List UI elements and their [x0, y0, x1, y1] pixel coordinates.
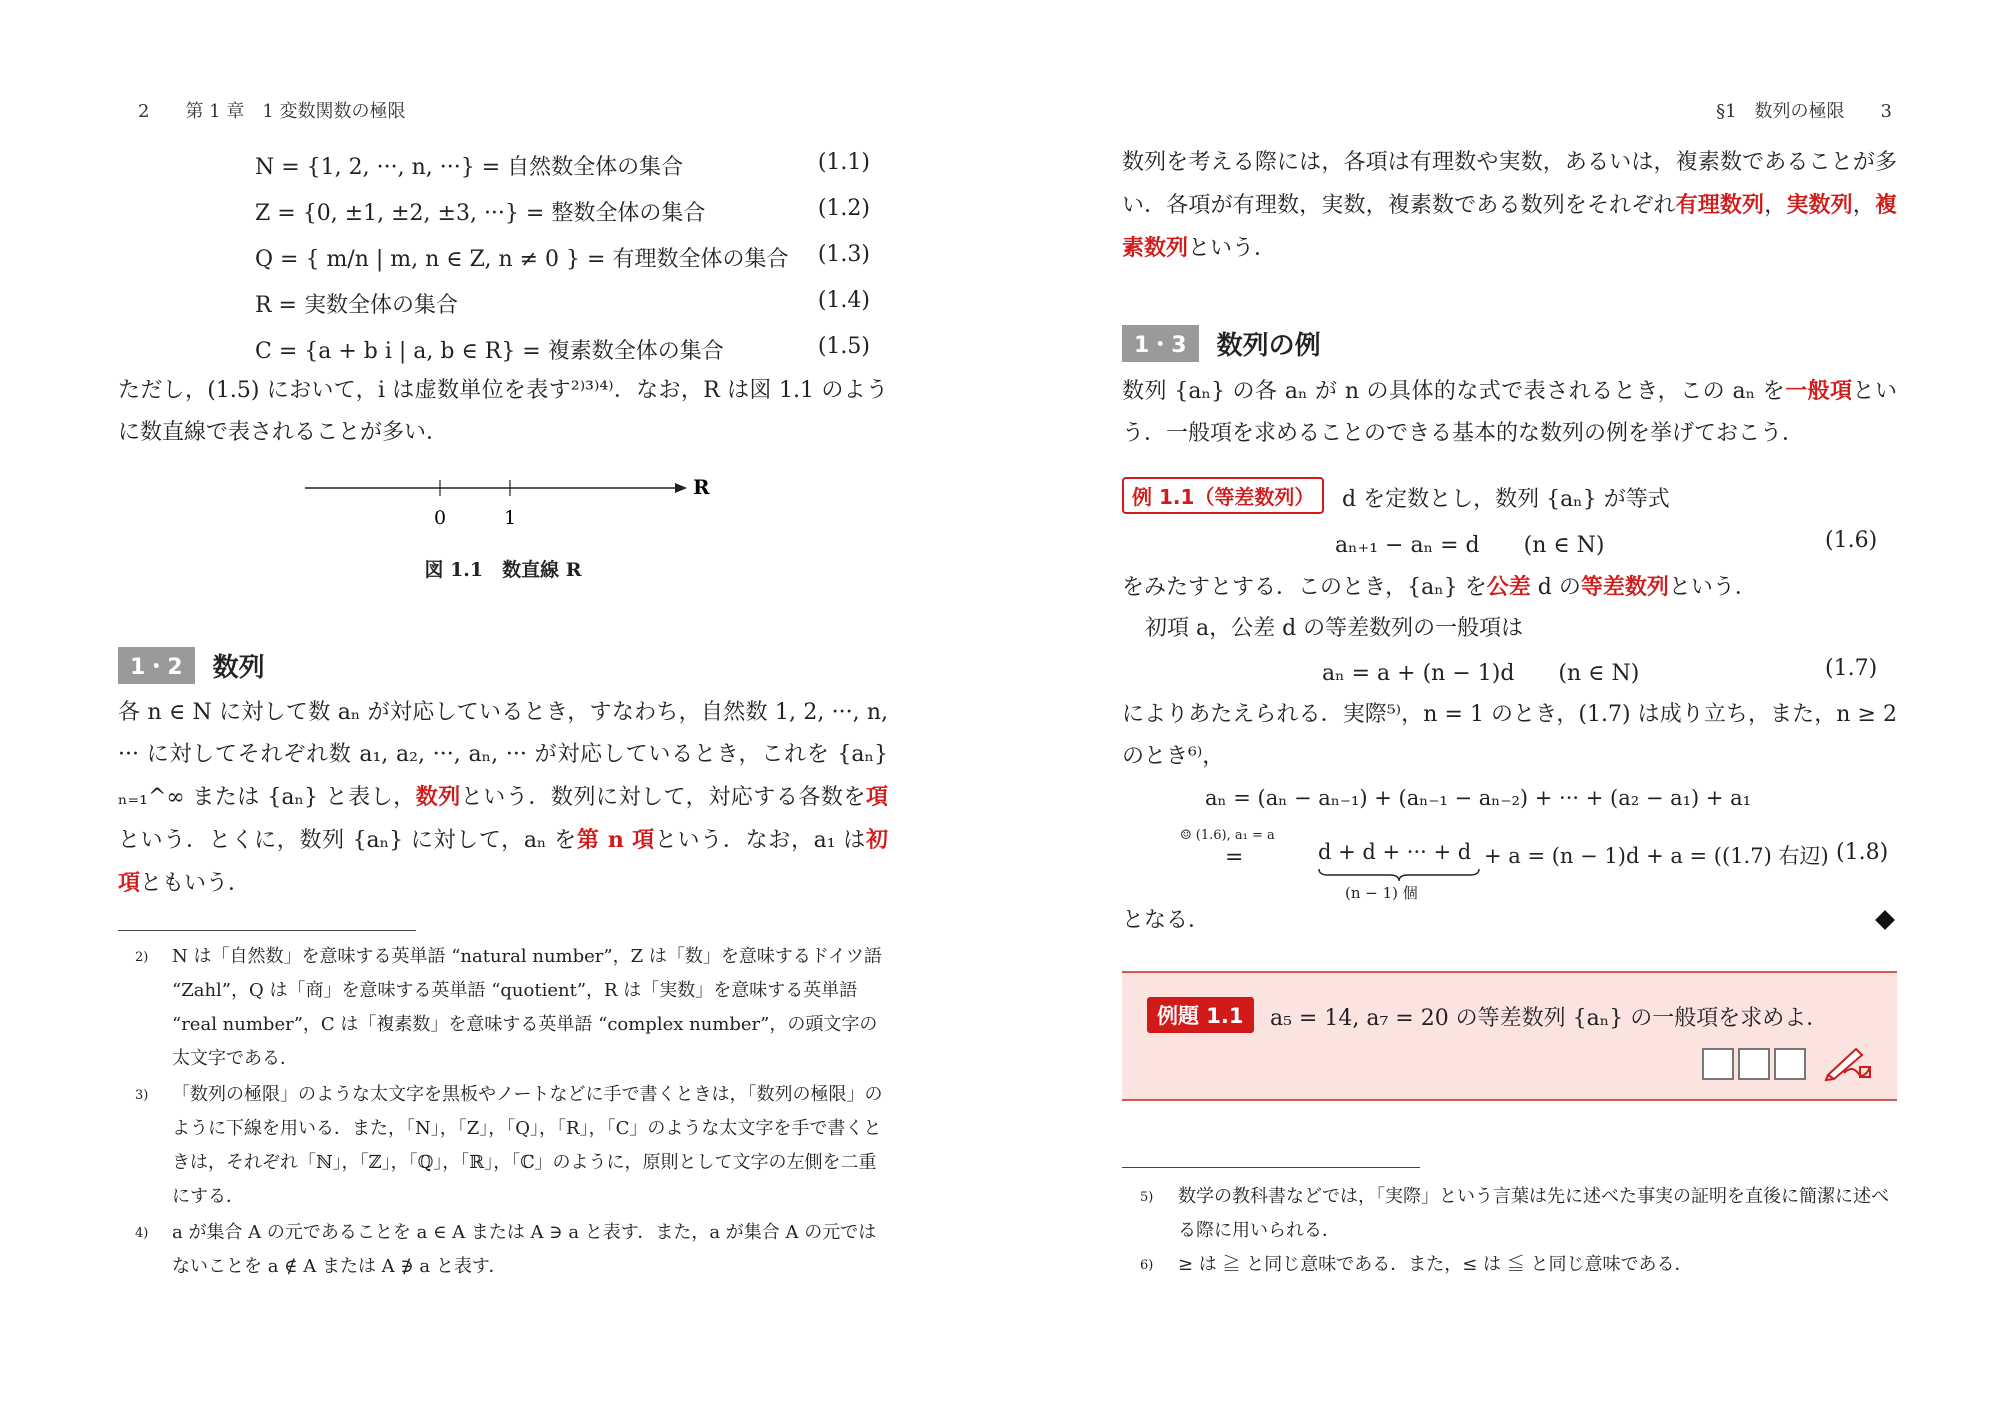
equation-1-8-line-1: aₙ = (aₙ − aₙ₋₁) + (aₙ₋₁ − aₙ₋₂) + ··· + (a₂ − a₁) + a₁ [1205, 786, 1752, 810]
equation-number-1-3: (1.3) [817, 242, 870, 267]
equation-1-2: Z = {0, ±1, ±2, ±3, ···} = 整数全体の集合 [255, 201, 706, 226]
equals-sign: = [1225, 845, 1244, 870]
figure-caption: 図 1.1 数直線 R [424, 559, 582, 581]
equation-number-1-7: (1.7) [1825, 656, 1878, 681]
term-common-difference: 公差 [1486, 574, 1531, 600]
paragraph-sequence-definition: 各 n ∈ N に対して数 aₙ が対応しているとき，すなわち，自然数 1, 2, ···, n, ··· に対してそれぞれ数 a₁, a₂, ···, aₙ, ··· が対応しているとき，これを {aₙ}ₙ₌₁^∞ または {aₙ} と表し，数列という．数列に対して，対応する各数を項という．とくに，数列 {aₙ} に対して，aₙ を第 n 項という．なお，a₁ は初項ともいう． [118, 700, 888, 896]
example-intro: d を定数とし，数列 {aₙ} が等式 [1342, 487, 1670, 512]
underbrace-sum: d + d + ··· + d [1318, 840, 1472, 864]
equation-1-6: aₙ₊₁ − aₙ = d (n ∈ N) [1335, 533, 1605, 558]
equation-number-1-8: (1.8) [1836, 840, 1889, 865]
section-heading-1-3 [1122, 325, 1321, 362]
right-running-head: §1 数列の極限 3 [1716, 101, 1892, 122]
term-real-sequence: 実数列 [1786, 192, 1853, 218]
footnote-rule-left [118, 930, 416, 931]
exercise-text: a₅ = 14, a₇ = 20 の等差数列 {aₙ} の一般項を求めよ． [1270, 1006, 1829, 1031]
tick-label-0: 0 [434, 507, 447, 529]
right-page [1000, 0, 2000, 1419]
equation-number-1-1: (1.1) [817, 150, 870, 175]
equation-1-8-line-2: + a = (n − 1)d + a = ((1.7) 右辺) [1484, 844, 1829, 868]
paragraph-imaginary-unit: ただし，(1.5) において，i は虚数単位を表す²⁾³⁾⁴⁾．なお，R は図 1.1 のように数直線で表されることが多い． [118, 378, 888, 445]
footnote-mark-5: 5) [1140, 1190, 1154, 1205]
equation-number-1-2: (1.2) [817, 196, 870, 221]
equation-number-1-6: (1.6) [1825, 528, 1878, 553]
paragraph-general-term-intro: 初項 a，公差 d の等差数列の一般項は [1145, 616, 1524, 641]
section-title: 数列 [212, 653, 265, 683]
footnote-4: a が集合 A の元であることを a ∈ A または A ∋ a と表す．また，a が集合 A の元ではないことを a ∉ A または A ∌ a と表す． [172, 1222, 877, 1277]
exercise-box [1122, 971, 1897, 1101]
footnote-2: N は「自然数」を意味する英単語 “natural number”，Z は「数」を意味するドイツ語 “Zahl”，Q は「商」を意味する英単語 “quotient”，R は「実数」を意味する英単語 “real number”，C は「複素数」を意味する英単語 “complex number”，の頭文字の太文字である． [172, 946, 882, 1069]
pen-writing-icon [1822, 1045, 1872, 1081]
term-complex-sequence: 複素数列 [1122, 192, 1897, 261]
checkbox-group [1702, 1048, 1806, 1080]
paragraph-conclusion: となる． [1122, 908, 1211, 933]
equation-number-1-5: (1.5) [817, 334, 870, 359]
term-general-term: 一般項 [1785, 378, 1853, 404]
footnote-mark-3: 3) [135, 1088, 149, 1103]
checkbox-2[interactable] [1738, 1048, 1770, 1080]
section-heading-1-2 [118, 647, 265, 684]
section-number-badge: 1・2 [118, 647, 195, 684]
checkbox-3[interactable] [1774, 1048, 1806, 1080]
footnote-mark-6: 6) [1140, 1258, 1154, 1273]
section-title: 数列の例 [1216, 331, 1321, 361]
equation-1-1: N = {1, 2, ···, n, ···} = 自然数全体の集合 [255, 155, 684, 180]
section-number-badge: 1・3 [1122, 325, 1199, 362]
axis-label-r: R [693, 475, 710, 499]
term-nth-term: 第 n 項 [576, 827, 655, 853]
footnote-3: 「数列の極限」のような太文字を黒板やノートなどに手で書くときは，「数列の極限」のように下線を用いる．また，「N」，「Z」，「Q」，「R」，「C」のような太文字を手で書くときは，それぞれ「ℕ」，「ℤ」，「ℚ」，「ℝ」，「ℂ」のように，原則として文字の左側を二重にする． [172, 1084, 883, 1207]
paragraph-proof-intro: によりあたえられる．実際⁵⁾，n = 1 のとき，(1.7) は成り立ち，また，n ≥ 2 のとき⁶⁾， [1122, 702, 1897, 769]
equation-number-1-4: (1.4) [817, 288, 870, 313]
term-arithmetic-sequence: 等差数列 [1580, 574, 1669, 600]
checkbox-1[interactable] [1702, 1048, 1734, 1080]
arrow-head-icon [675, 483, 687, 493]
paragraph-number-types: 数列を考える際には，各項は有理数や実数，あるいは，複素数であることが多い．各項が有理数，実数，複素数である数列をそれぞれ有理数列，実数列，複素数列という． [1122, 150, 1897, 261]
footnote-6: ≥ は ≧ と同じ意味である．また，≤ は ≦ と同じ意味である． [1178, 1254, 1693, 1275]
equation-1-3: Q = { m/n | m, n ∈ Z, n ≠ 0 } = 有理数全体の集合 [255, 247, 789, 272]
underbrace-count: (n − 1) 個 [1345, 884, 1418, 902]
term-first-term: 初項 [118, 827, 888, 896]
term-rational-sequence: 有理数列 [1675, 192, 1765, 218]
footnote-mark-4: 4) [135, 1226, 149, 1241]
paragraph-general-term: 数列 {aₙ} の各 aₙ が n の具体的な式で表されるとき，この aₙ を一般項という．一般項を求めることのできる基本的な数列の例を挙げておこう． [1122, 378, 1897, 446]
paragraph-common-difference: をみたすとする．このとき，{aₙ} を公差 d の等差数列という． [1122, 574, 1757, 600]
underbrace-icon [1318, 868, 1480, 882]
equation-1-5: C = {a + b i | a, b ∈ R} = 複素数全体の集合 [255, 339, 724, 364]
equation-1-8-note: ☺ (1.6), a₁ = a [1180, 828, 1275, 843]
left-running-head: 2 第 1 章 1 変数関数の極限 [138, 101, 406, 122]
term-term: 項 [865, 784, 888, 810]
equation-1-4: R = 実数全体の集合 [255, 293, 458, 318]
exercise-label: 例題 1.1 [1147, 997, 1254, 1033]
footnote-5: 数学の教科書などでは，「実際」という言葉は先に述べた事実の証明を直後に簡潔に述べる際に用いられる． [1178, 1186, 1889, 1241]
footnote-rule-right [1122, 1167, 1420, 1168]
term-sequence: 数列 [415, 784, 461, 810]
example-label: 例 1.1（等差数列） [1122, 477, 1324, 514]
tick-label-1: 1 [504, 507, 517, 529]
footnote-mark-2: 2) [135, 950, 149, 965]
equation-1-7: aₙ = a + (n − 1)d (n ∈ N) [1322, 661, 1640, 686]
number-line-figure [305, 475, 710, 540]
